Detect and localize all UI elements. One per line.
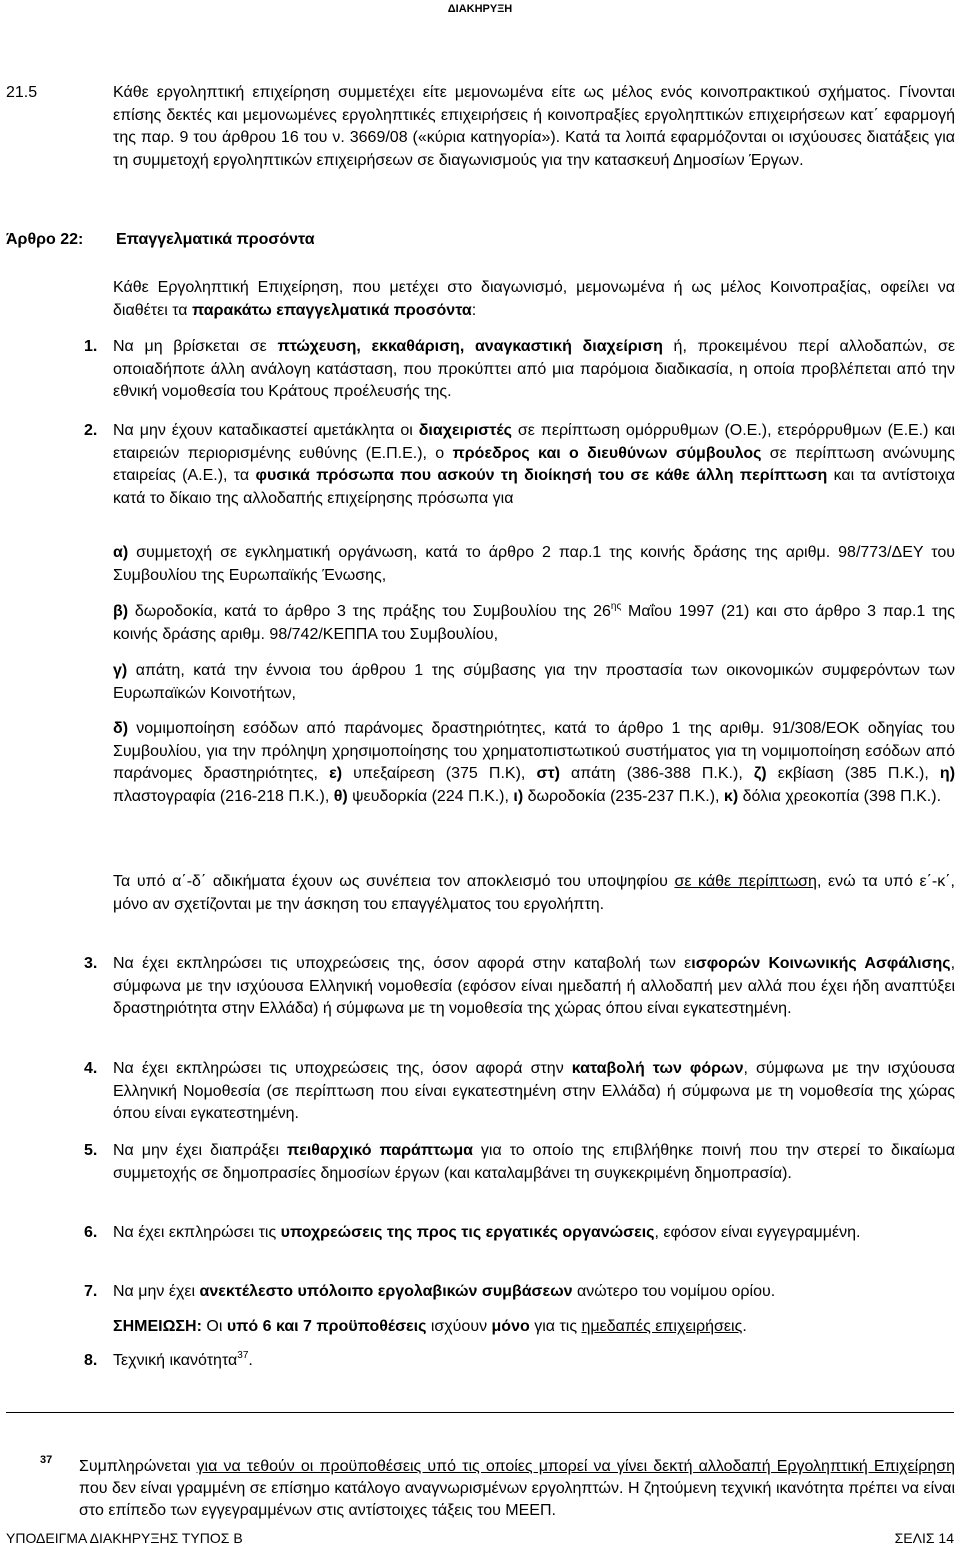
text: υπεξαίρεση (375 Π.Κ), — [342, 765, 537, 782]
subitem-label: η) — [939, 765, 956, 782]
text: Να μην έχει — [113, 1283, 200, 1300]
article-heading — [6, 229, 315, 252]
intro-end: : — [471, 301, 477, 319]
text: ψευδορκία (224 Π.Κ.), — [347, 787, 514, 805]
footer-document-type: ΥΠΟΔΕΙΓΜΑ ΔΙΑΚΗΡΥΞΗΣ ΤΥΠΟΣ Β — [6, 1530, 243, 1546]
article-label: Άρθρο 22: — [6, 231, 84, 248]
item-4-text — [113, 1058, 955, 1126]
item-6-number: 6. — [84, 1224, 98, 1241]
page-header: ΔΙΑΚΗΡΥΞΗ — [447, 3, 513, 15]
section-21-5-text: Κάθε εργοληπτική επιχείρηση συμμετέχει είτε μεμονωμένα είτε ως μέλος ενός κοινοπρακτικού σχήματος. Γίνονται επίσης δεκτές και μεμονωμένες εργοληπτικές επιχειρήσεις ή κοινοπραξίες εργοληπτικών επιχειρήσεων κατ΄ εφαρμογή της παρ. 9 του άρθρου 16 του ν. 3669/08 («κύρια κατηγορία»). Κατά τα λοιπά εφαρμόζονται οι ισχύουσες διατάξεις για τη συμμετοχή εργοληπτικών επιχειρήσεων σε διαγωνισμούς για την κατασκευή Δημοσίων Έργων. — [113, 84, 955, 169]
text: συμμετοχή σε εγκληματική οργάνωση, κατά το άρθρο 2 παρ.1 της κοινής δράσης της αριθμ. 98/773/ΔΕΥ του Συμβουλίου της Ευρωπαϊκής Ένωσης, — [113, 544, 955, 584]
text: δωροδοκία (235-237 Π.Κ.), — [523, 787, 724, 805]
text: Να μην έχουν καταδικαστεί αμετάκλητα οι — [113, 422, 419, 439]
text: Συμπληρώνεται — [79, 1458, 197, 1475]
item-2-g — [113, 660, 955, 705]
footer-page-number: ΣΕΛΙΣ 14 — [894, 1530, 954, 1546]
bold-text: πειθαρχικό παράπτωμα — [287, 1142, 473, 1159]
article-intro — [113, 277, 955, 322]
item-8-text — [113, 1350, 955, 1373]
item-8-number: 8. — [84, 1352, 98, 1369]
item-7-text — [113, 1281, 955, 1304]
item-6-text — [113, 1222, 955, 1245]
bold-text: φυσικά πρόσωπα που ασκούν τη διοίκησή του σε κάθε άλλη περίπτωση — [255, 467, 828, 484]
bold-text: ανεκτέλεστο υπόλοιπο εργολαβικών συμβάσεων — [199, 1283, 573, 1300]
text: δόλια χρεοκοπία (398 Π.Κ.). — [738, 787, 942, 805]
text: απάτη, κατά την έννοια του άρθρου 1 της σύμβασης για την προστασία των οικονομικών συμφερόντων των Ευρωπαϊκών Κοινοτήτων, — [113, 662, 955, 702]
bold-text: ισφορών Κοινωνικής Ασφάλισης — [691, 955, 951, 972]
subitem-label: ε) — [329, 765, 343, 782]
item-1-number: 1. — [84, 338, 98, 355]
underlined-text: ημεδαπές επιχειρήσεις — [581, 1318, 743, 1335]
bold-text: πρόεδρος και ο διευθύνων σύμβουλος — [452, 444, 762, 462]
text: απάτη (386-388 Π.Κ.), — [559, 765, 754, 782]
text: Να έχει εκπληρώσει τις — [113, 1224, 281, 1241]
intro-text: Κάθε Εργοληπτική Επιχείρηση, που μετέχει στο διαγωνισμό, μεμονωμένα ή ως μέλος Κοινοπραξίας, οφείλει να διαθέτει τα — [113, 279, 955, 319]
text: ανώτερο του νομίμου ορίου. — [572, 1283, 776, 1300]
bold-text: υπό 6 και 7 προϋποθέσεις — [226, 1318, 427, 1335]
text: , σύμφωνα με την ισχύουσα Ελληνική Νομοθεσία (σε περίπτωση που είναι εγκατεστημένη στην Ελλάδα) ή σύμφωνα με τη νομοθεσία της χώρας όπου είναι εγκατεστημένη. — [113, 1060, 956, 1122]
underlined-text: για να τεθούν οι προϋποθέσεις υπό τις οποίες μπορεί να γίνει δεκτή αλλοδαπή Εργοληπτική Επιχείρηση — [196, 1458, 955, 1475]
subitem-label: κ) — [723, 787, 739, 805]
text: σε περίπτωση ομόρρυθμων (Ο.Ε.), ετερόρρυθμων (Ε.Ε.) και εταιρειών περιορισμένης ευθύνης (Ε.Π.Ε.), ο — [113, 422, 956, 462]
section-number: 21.5 — [6, 84, 38, 101]
subitem-label: στ) — [536, 765, 560, 782]
text: , σύμφωνα με την ισχύουσα Ελληνική νομοθεσία (εφόσον είναι ημεδαπή ή αλλοδαπή μεν αλλά που έχει ήδη αναπτύξει δραστηριότητα στην Ελλάδα) ή σύμφωνα με τη νομοθεσία της χώρας όπου είναι εγκατεστημένη. — [113, 955, 956, 1017]
item-5-number: 5. — [84, 1142, 98, 1159]
subitem-label: β) — [113, 603, 129, 620]
text: σε περίπτωση ανώνυμης εταιρείας (Α.Ε.), τα — [113, 444, 955, 484]
text: , εφόσον είναι εγγεγραμμένη. — [654, 1224, 861, 1241]
subitem-label: α) — [113, 544, 129, 561]
bold-text: μόνο — [491, 1318, 530, 1335]
subitem-label: ζ) — [753, 765, 767, 782]
superscript: ης — [610, 601, 622, 612]
bold-text: καταβολή των φόρων — [571, 1060, 744, 1077]
footnote-number: 37 — [40, 1454, 53, 1466]
note-text — [113, 1316, 955, 1339]
item-2-number: 2. — [84, 422, 98, 439]
item-1-text — [113, 336, 955, 404]
subitem-label: ι) — [513, 787, 524, 805]
text: Να μη βρίσκεται σε — [113, 338, 278, 355]
text: . — [742, 1318, 747, 1335]
item-3-text — [113, 953, 955, 1021]
text: Τεχνική ικανότητα — [113, 1352, 238, 1369]
text: Να μην έχει διαπράξει — [113, 1142, 288, 1159]
bold-text: πτώχευση, εκκαθάριση, αναγκαστική διαχείριση — [277, 338, 663, 355]
subitem-label: γ) — [113, 662, 128, 679]
text: δωροδοκία, κατά το άρθρο 3 της πράξης του Συμβουλίου της 26 — [128, 603, 611, 620]
bold-text: διαχειριστές — [418, 422, 512, 439]
subitem-label: δ) — [113, 720, 129, 737]
footnote-divider — [6, 1412, 954, 1413]
item-2-d — [113, 718, 955, 808]
text: που δεν είναι γραμμένη σε επίσημο κατάλογο αναγνωρισμένων εργοληπτών. Η ζητούμενη τεχνική ικανότητα πρέπει να είναι στο επίπεδο των εγγεγραμμένων στις αντίστοιχες τάξεις του ΜΕΕΠ. — [79, 1480, 955, 1519]
underlined-text: σε κάθε περίπτωση — [674, 873, 817, 890]
text: , ενώ τα υπό ε΄-κ΄, μόνο αν σχετίζονται με την άσκηση του επαγγέλματος του εργολήπτη. — [113, 873, 956, 913]
item-5-text — [113, 1140, 955, 1185]
footnote-text — [79, 1456, 955, 1522]
note-label: ΣΗΜΕΙΩΣΗ: — [113, 1318, 202, 1335]
item-2-text — [113, 420, 955, 510]
text: Οι — [201, 1318, 227, 1335]
text: εκβίαση (385 Π.Κ.), — [766, 765, 940, 782]
text: και τα αντίστοιχα κατά το δίκαιο της αλλοδαπής επιχείρησης πρόσωπα για — [113, 467, 956, 507]
text: πλαστογραφία (216-218 Π.Κ.), — [113, 787, 334, 805]
text: Τα υπό α΄-δ΄ αδικήματα έχουν ως συνέπεια τον αποκλεισμό του υποψηφίου — [113, 873, 675, 890]
text: για τις — [529, 1318, 582, 1335]
article-title: Επαγγελματικά προσόντα — [116, 231, 315, 248]
footnote-ref: 37 — [237, 1350, 249, 1361]
bold-text: υποχρεώσεις της προς τις εργατικές οργανώσεις — [280, 1224, 655, 1241]
item-7-number: 7. — [84, 1283, 98, 1300]
item-2-note — [113, 871, 955, 916]
item-2-a — [113, 542, 955, 587]
text: ή, προκειμένου περί αλλοδαπών, σε οποιαδήποτε άλλη ανάλογη κατάσταση, που προκύπτει από μια παρόμοια διαδικασία, η οποία προβλέπεται από την εθνική νομοθεσία του Κράτους προέλευσής της. — [113, 338, 955, 400]
text: Να έχει εκπληρώσει τις υποχρεώσεις της, όσον αφορά στην καταβολή των ε — [113, 955, 692, 972]
text: για το οποίο της επιβλήθηκε ποινή που την στερεί το δικαίωμα συμμετοχής σε δημοπρασίες δημοσίων έργων (και καταλαμβάνει τη συγκεκριμένη δημοπρασία). — [113, 1142, 956, 1182]
item-4-number: 4. — [84, 1060, 98, 1077]
text: νομιμοποίηση εσόδων από παράνομες δραστηριότητες, κατά το άρθρο 1 της αριθμ. 91/308/ΕΟΚ οδηγίας του Συμβουλίου, για την πρόληψη χρησιμοποίησης του χρηματοπιστωτικού συστήματος για τη νομιμοποίηση εσόδων από παράνομες δραστηριότητες, — [113, 720, 955, 782]
item-3-number: 3. — [84, 955, 98, 972]
intro-bold: παρακάτω επαγγελματικά προσόντα — [191, 301, 472, 319]
item-2-b — [113, 601, 955, 646]
text: Μαΐου 1997 (21) και στο άρθρο 3 παρ.1 της κοινής δράσης αριθμ. 98/742/ΚΕΠΠΑ του Συμβουλίου, — [113, 603, 955, 643]
text: Να έχει εκπληρώσει τις υποχρεώσεις της, όσον αφορά στην — [113, 1060, 572, 1077]
text: ισχύουν — [426, 1318, 492, 1335]
subitem-label: θ) — [333, 787, 348, 805]
text: . — [248, 1352, 253, 1369]
